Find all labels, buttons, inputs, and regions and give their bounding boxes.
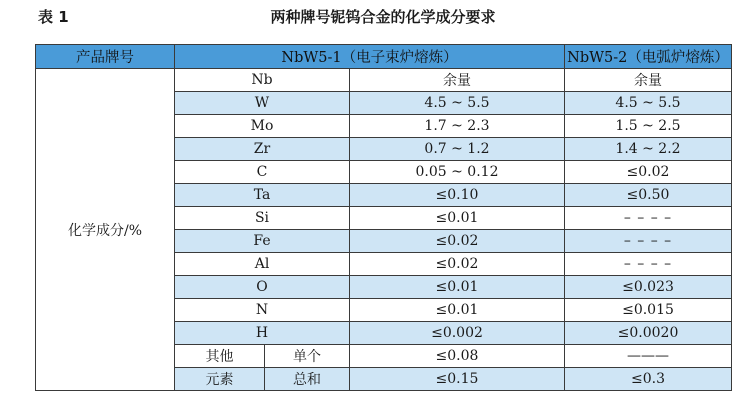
element-cell: C — [175, 161, 350, 184]
nbw5-2-value: 4.5 ~ 5.5 — [565, 92, 732, 115]
element-cell: Zr — [175, 138, 350, 161]
table-number: 表 1 — [38, 8, 69, 26]
nbw5-2-value: ≤0.015 — [565, 299, 732, 322]
nbw5-2-value: ≤0.3 — [565, 368, 732, 391]
nbw5-2-value: 余量 — [565, 69, 732, 92]
nbw5-1-value: ≤0.01 — [350, 299, 565, 322]
nbw5-1-value: ≤0.01 — [350, 207, 565, 230]
nbw5-1-value: 1.7 ~ 2.3 — [350, 115, 565, 138]
nbw5-1-value: ≤0.15 — [350, 368, 565, 391]
nbw5-2-value: – – – – — [565, 230, 732, 253]
nbw5-1-value: ≤0.02 — [350, 253, 565, 276]
nbw5-1-value: ≤0.10 — [350, 184, 565, 207]
group-label: 化学成分/% — [36, 69, 175, 391]
nbw5-1-value: 4.5 ~ 5.5 — [350, 92, 565, 115]
element-cell: Fe — [175, 230, 350, 253]
element-cell: O — [175, 276, 350, 299]
header-row — [36, 45, 732, 69]
nbw5-1-value: 0.05 ~ 0.12 — [350, 161, 565, 184]
nbw5-2-value: 1.5 ~ 2.5 — [565, 115, 732, 138]
nbw5-2-value: ≤0.02 — [565, 161, 732, 184]
nbw5-1-value: 0.7 ~ 1.2 — [350, 138, 565, 161]
element-cell: Si — [175, 207, 350, 230]
nbw5-2-value: ≤0.50 — [565, 184, 732, 207]
total-label: 总和 — [265, 368, 350, 391]
element-cell: Ta — [175, 184, 350, 207]
element-cell: H — [175, 322, 350, 345]
element-cell: Mo — [175, 115, 350, 138]
nbw5-1-value: ≤0.002 — [350, 322, 565, 345]
element-cell: N — [175, 299, 350, 322]
composition-table — [35, 44, 732, 391]
nbw5-2-value: – – – – — [565, 207, 732, 230]
nbw5-2-value: ——— — [565, 345, 732, 368]
single-label: 单个 — [265, 345, 350, 368]
table-caption — [38, 6, 728, 28]
header-product-grade: 产品牌号 — [36, 45, 175, 69]
element-cell: Al — [175, 253, 350, 276]
nbw5-2-value: – – – – — [565, 253, 732, 276]
element-cell: Nb — [175, 69, 350, 92]
nbw5-1-value: ≤0.01 — [350, 276, 565, 299]
nbw5-1-value: ≤0.08 — [350, 345, 565, 368]
nbw5-1-value: ≤0.02 — [350, 230, 565, 253]
other-elements-label-bottom: 元素 — [175, 368, 265, 391]
nbw5-2-value: ≤0.023 — [565, 276, 732, 299]
table-title: 两种牌号铌钨合金的化学成分要求 — [270, 8, 496, 26]
nbw5-2-value: 1.4 ~ 2.2 — [565, 138, 732, 161]
other-elements-label-top: 其他 — [175, 345, 265, 368]
header-nbw5-2: NbW5-2（电弧炉熔炼） — [565, 45, 732, 69]
nbw5-1-value: 余量 — [350, 69, 565, 92]
table-row — [36, 69, 732, 92]
nbw5-2-value: ≤0.0020 — [565, 322, 732, 345]
header-nbw5-1: NbW5-1（电子束炉熔炼） — [175, 45, 565, 69]
element-cell: W — [175, 92, 350, 115]
